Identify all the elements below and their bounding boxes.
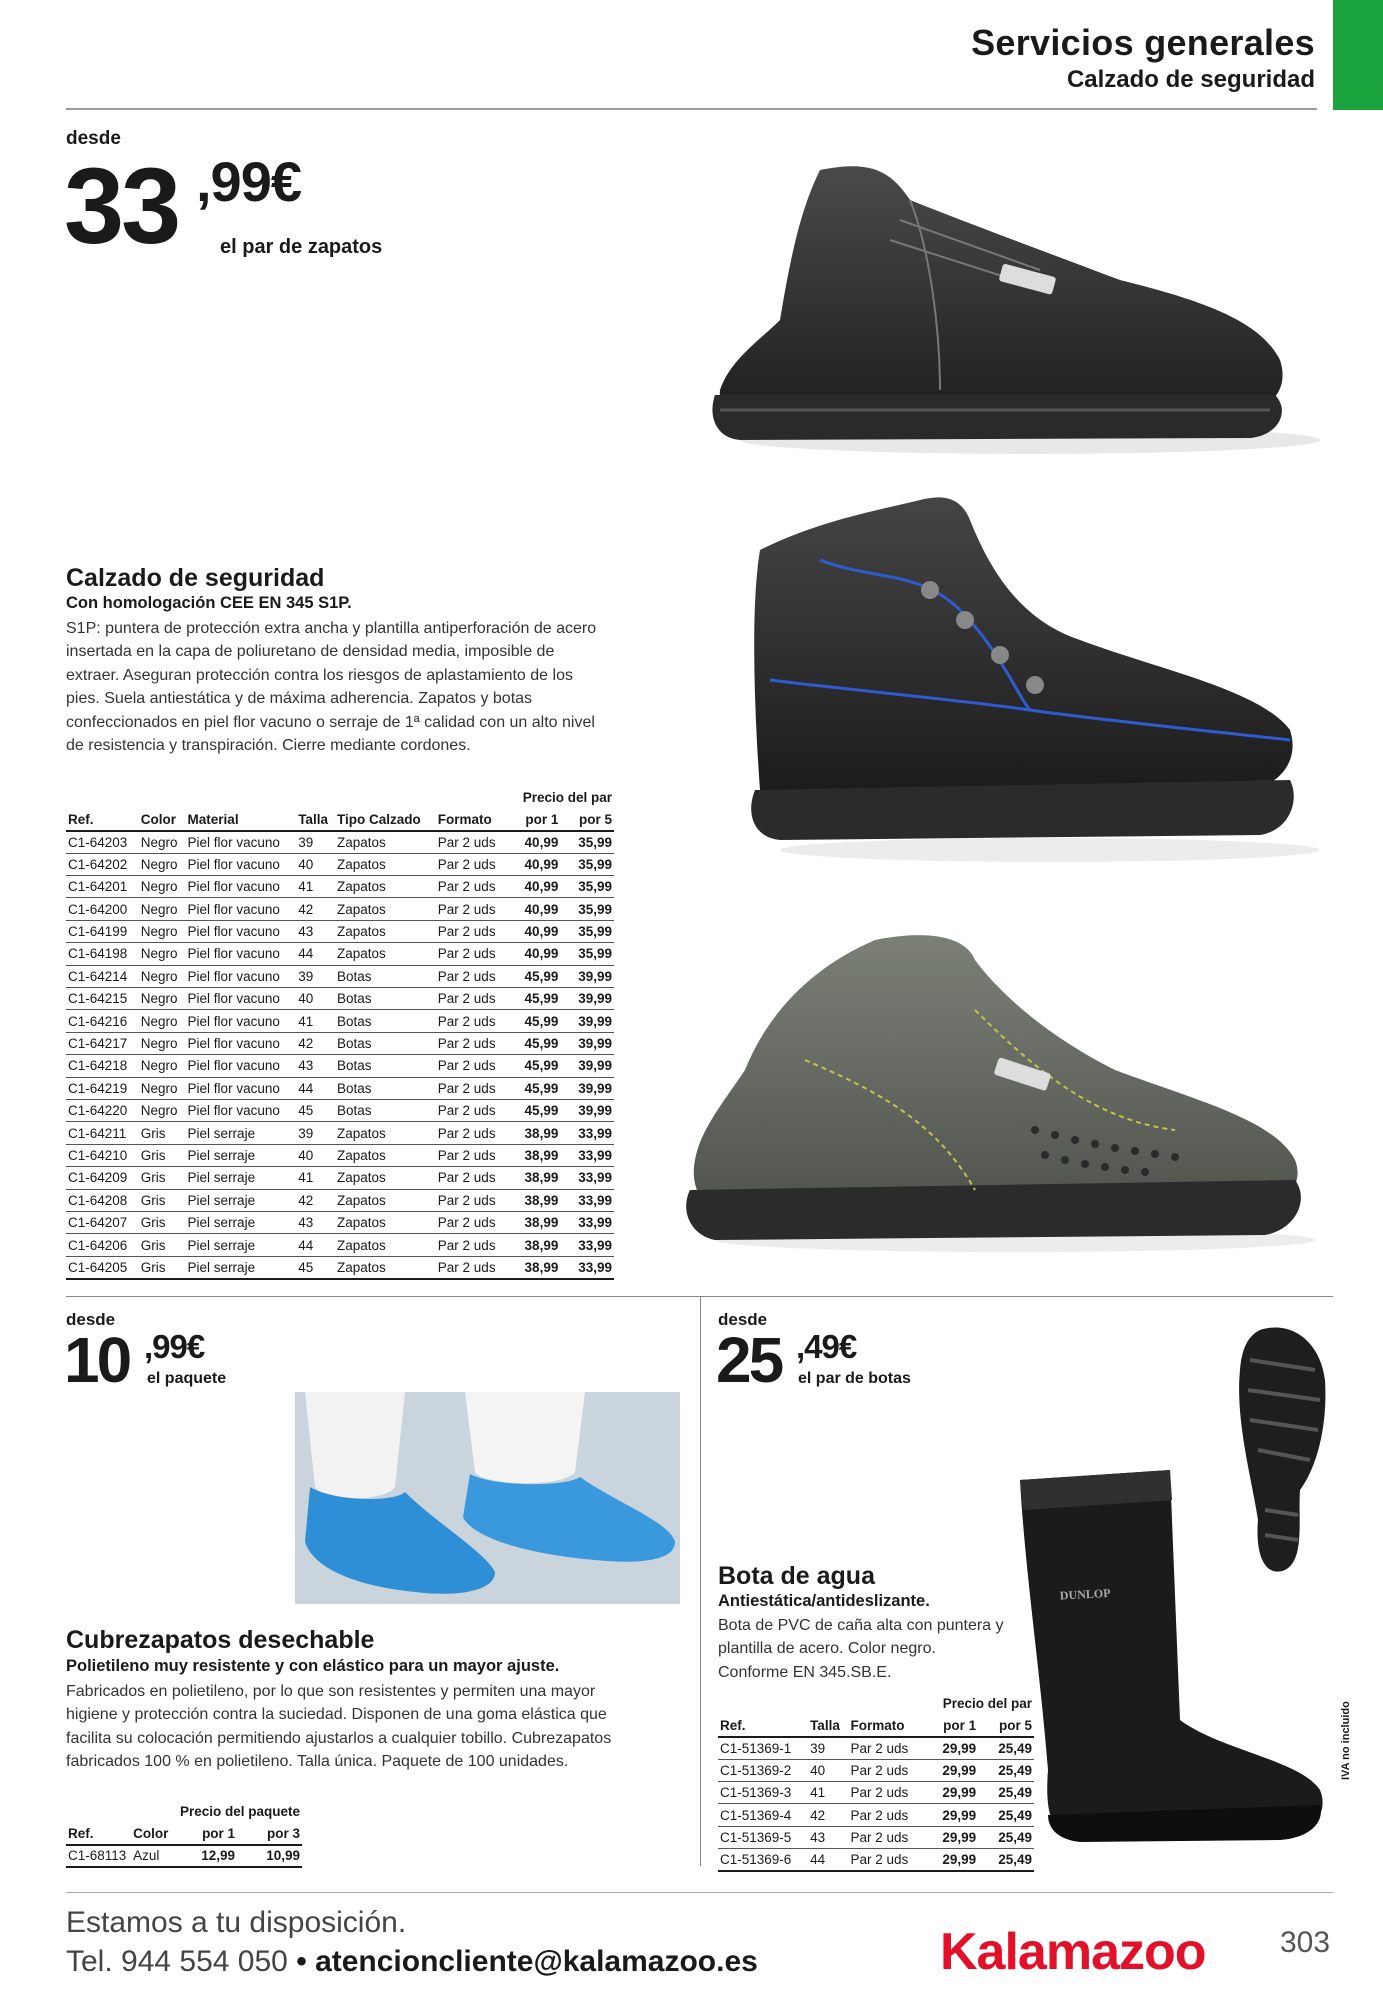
column-header: Talla [296, 808, 335, 830]
table-cell: 44 [296, 1234, 335, 1256]
table-cell: C1-68113 [66, 1845, 131, 1867]
table-cell: Par 2 uds [436, 1144, 507, 1166]
footer-phone-email [66, 1945, 758, 1979]
table-cell: Zapatos [335, 1122, 436, 1144]
table-cell: Par 2 uds [436, 965, 507, 987]
table-cell: 25,49 [978, 1826, 1034, 1848]
table-row [66, 1032, 614, 1054]
boot-brand-label: DUNLOP [1059, 1585, 1111, 1603]
rubber-boot-image [1020, 1470, 1330, 1850]
section-subtitle: Calzado de seguridad [1066, 66, 1315, 93]
table-cell: Piel flor vacuno [186, 943, 297, 965]
column-header: Material [186, 808, 297, 830]
table-cell: Zapatos [335, 898, 436, 920]
column-header: Formato [436, 808, 507, 830]
table-cell: Botas [335, 1099, 436, 1121]
table-cell: 39,99 [560, 1055, 614, 1077]
footer-email-link[interactable]: atencioncliente@kalamazoo.es [315, 1945, 758, 1978]
table-row [66, 1234, 614, 1256]
table-cell: Piel serraje [186, 1189, 297, 1211]
shoe-cover-title: Cubrezapatos desechable [66, 1626, 375, 1654]
table-cell: 25,49 [978, 1849, 1034, 1871]
table-row [66, 831, 614, 853]
table-row [66, 1144, 614, 1166]
table-cell: 29,99 [922, 1804, 978, 1826]
safety-footwear-title: Calzado de seguridad [66, 564, 325, 592]
table-cell: Zapatos [335, 1144, 436, 1166]
table-cell: Botas [335, 1077, 436, 1099]
table-cell: Par 2 uds [436, 920, 507, 942]
table-cell: 40,99 [507, 898, 561, 920]
table-cell: 39 [296, 965, 335, 987]
table-cell: 38,99 [507, 1167, 561, 1189]
column-header: Ref. [66, 808, 139, 830]
table-cell: Azul [131, 1845, 172, 1867]
table-cell: 44 [296, 943, 335, 965]
table-cell: 41 [296, 876, 335, 898]
table-cell: Par 2 uds [436, 876, 507, 898]
table-cell: Negro [139, 920, 186, 942]
table-cell: Piel flor vacuno [186, 853, 297, 875]
table-cell: C1-64200 [66, 898, 139, 920]
table-cell: Zapatos [335, 1234, 436, 1256]
table-cell: C1-64207 [66, 1211, 139, 1233]
table-cell: C1-64215 [66, 988, 139, 1010]
column-header: Formato [848, 1714, 922, 1736]
table-cell: Par 2 uds [848, 1804, 922, 1826]
table-row [66, 1055, 614, 1077]
price-unit: el par de zapatos [220, 236, 383, 258]
rubber-boot-subtitle: Antiestática/antideslizante. [718, 1592, 930, 1610]
black-safety-shoe-image [700, 160, 1320, 460]
table-cell: 40,99 [507, 943, 561, 965]
table-cell: Piel serraje [186, 1234, 297, 1256]
table-cell: 45,99 [507, 1010, 561, 1032]
table-cell: 25,49 [978, 1737, 1034, 1759]
table-cell: Negro [139, 898, 186, 920]
table-cell: 12,99 [172, 1845, 237, 1867]
table-cell: Zapatos [335, 853, 436, 875]
kalamazoo-logo: Kalamazoo [940, 1923, 1206, 1981]
table-cell: 40,99 [507, 876, 561, 898]
price-unit: el par de botas [798, 1370, 911, 1387]
table-cell: 42 [808, 1804, 848, 1826]
table-cell: 25,49 [978, 1782, 1034, 1804]
table-cell: Zapatos [335, 920, 436, 942]
table-cell: Negro [139, 853, 186, 875]
table-row [66, 1099, 614, 1121]
table-cell: C1-64201 [66, 876, 139, 898]
table-cell: 33,99 [560, 1211, 614, 1233]
table-cell: 33,99 [560, 1122, 614, 1144]
black-safety-boot-image [700, 490, 1320, 870]
table-cell: 33,99 [560, 1144, 614, 1166]
table-cell: Zapatos [335, 943, 436, 965]
table-cell: Negro [139, 1010, 186, 1032]
table-cell: 45,99 [507, 1077, 561, 1099]
table-cell: C1-64220 [66, 1099, 139, 1121]
table-cell: Par 2 uds [848, 1826, 922, 1848]
table-cell: Botas [335, 1055, 436, 1077]
table-cell: Par 2 uds [848, 1737, 922, 1759]
table-cell: Negro [139, 943, 186, 965]
table-cell: Negro [139, 1077, 186, 1099]
table-row [66, 988, 614, 1010]
safety-footwear-price-table [66, 786, 614, 1280]
table-cell: 40,99 [507, 853, 561, 875]
table-cell: 38,99 [507, 1234, 561, 1256]
table-cell: C1-64214 [66, 965, 139, 987]
column-header: por 1 [507, 808, 561, 830]
table-cell: 45,99 [507, 1032, 561, 1054]
table-cell: Par 2 uds [436, 1211, 507, 1233]
table-cell: Par 2 uds [436, 831, 507, 853]
table-cell: 39 [296, 1122, 335, 1144]
table-row [66, 876, 614, 898]
table-cell: C1-64211 [66, 1122, 139, 1144]
table-cell: C1-64216 [66, 1010, 139, 1032]
price-from-label: desde [66, 1310, 116, 1329]
table-cell: Piel serraje [186, 1144, 297, 1166]
table-cell: 33,99 [560, 1167, 614, 1189]
table-cell: C1-64203 [66, 831, 139, 853]
table-row [718, 1782, 1034, 1804]
price-decimal: ,99€ [144, 1328, 205, 1365]
table-row [718, 1804, 1034, 1826]
table-cell: C1-51369-5 [718, 1826, 808, 1848]
table-cell: 40,99 [507, 831, 561, 853]
table-cell: Zapatos [335, 831, 436, 853]
table-cell: Zapatos [335, 1189, 436, 1211]
table-cell: 39,99 [560, 965, 614, 987]
table-cell: C1-64199 [66, 920, 139, 942]
table-cell: 29,99 [922, 1759, 978, 1781]
price-from-label: desde [718, 1310, 768, 1329]
price-unit: el paquete [147, 1370, 227, 1387]
table-cell: 43 [296, 1211, 335, 1233]
table-cell: 43 [808, 1826, 848, 1848]
table-cell: 35,99 [560, 898, 614, 920]
table-row [66, 943, 614, 965]
table-cell: C1-64219 [66, 1077, 139, 1099]
table-row [66, 965, 614, 987]
table-cell: C1-64202 [66, 853, 139, 875]
table-cell: 33,99 [560, 1189, 614, 1211]
column-header: Color [139, 808, 186, 830]
table-cell: C1-51369-6 [718, 1849, 808, 1871]
table-cell: Par 2 uds [436, 1256, 507, 1278]
table-cell: 38,99 [507, 1122, 561, 1144]
vat-note: IVA no incluido [1340, 1701, 1352, 1780]
table-cell: Negro [139, 965, 186, 987]
section-color-tab [1333, 0, 1383, 110]
table-cell: Negro [139, 1055, 186, 1077]
table-row [718, 1759, 1034, 1781]
column-header: por 5 [560, 808, 614, 830]
table-cell: Par 2 uds [436, 1099, 507, 1121]
table-cell: Gris [139, 1211, 186, 1233]
table-row [718, 1826, 1034, 1848]
section-title: Servicios generales [971, 22, 1315, 63]
table-cell: 39,99 [560, 1099, 614, 1121]
table-cell: 44 [808, 1849, 848, 1871]
table-cell: 40 [808, 1759, 848, 1781]
table-cell: Par 2 uds [436, 988, 507, 1010]
column-divider [700, 1296, 701, 1866]
table-cell: Botas [335, 965, 436, 987]
column-header: por 1 [922, 1714, 978, 1736]
table-row [66, 1122, 614, 1144]
table-row [66, 1010, 614, 1032]
table-cell: 44 [296, 1077, 335, 1099]
table-cell: 40 [296, 1144, 335, 1166]
table-cell: 38,99 [507, 1189, 561, 1211]
table-cell: Gris [139, 1144, 186, 1166]
table-cell: Piel flor vacuno [186, 1032, 297, 1054]
table-cell: Zapatos [335, 1167, 436, 1189]
table-cell: C1-51369-3 [718, 1782, 808, 1804]
table-cell: Piel flor vacuno [186, 876, 297, 898]
table-row [66, 1167, 614, 1189]
table-row [66, 1256, 614, 1278]
table-cell: C1-64198 [66, 943, 139, 965]
table-cell: 39,99 [560, 1032, 614, 1054]
table-cell: 35,99 [560, 943, 614, 965]
table-cell: Par 2 uds [848, 1849, 922, 1871]
column-header: por 1 [172, 1822, 237, 1844]
shoe-covers-image [295, 1392, 680, 1604]
table-cell: Gris [139, 1122, 186, 1144]
table-cell: Piel flor vacuno [186, 831, 297, 853]
table-cell: 42 [296, 1189, 335, 1211]
table-cell: Par 2 uds [436, 853, 507, 875]
table-cell: Negro [139, 1032, 186, 1054]
price-from-label: desde [66, 128, 121, 149]
table-cell: 35,99 [560, 831, 614, 853]
table-cell: C1-51369-2 [718, 1759, 808, 1781]
price-group-label: Precio del paquete [179, 1803, 300, 1819]
table-cell: Par 2 uds [848, 1759, 922, 1781]
grey-safety-shoe-image [675, 930, 1320, 1260]
table-cell: Zapatos [335, 876, 436, 898]
table-cell: 25,49 [978, 1759, 1034, 1781]
table-cell: 45,99 [507, 1055, 561, 1077]
table-cell: 39 [296, 831, 335, 853]
table-cell: Negro [139, 1099, 186, 1121]
column-header: Talla [808, 1714, 848, 1736]
table-cell: 38,99 [507, 1256, 561, 1278]
table-cell: Par 2 uds [436, 1189, 507, 1211]
table-cell: 33,99 [560, 1256, 614, 1278]
table-row [718, 1849, 1034, 1871]
table-cell: Piel serraje [186, 1256, 297, 1278]
table-cell: Gris [139, 1234, 186, 1256]
table-cell: 10,99 [237, 1845, 302, 1867]
rubber-boot-description: Bota de PVC de caña alta con puntera y plantilla de acero. Color negro. Conforme EN 345.SB.E. [718, 1617, 1004, 1681]
table-cell: Piel serraje [186, 1122, 297, 1144]
table-cell: 38,99 [507, 1211, 561, 1233]
table-cell: Botas [335, 1010, 436, 1032]
table-cell: 29,99 [922, 1826, 978, 1848]
table-cell: C1-64208 [66, 1189, 139, 1211]
footer-contact-line: Estamos a tu disposición. [66, 1906, 407, 1939]
table-cell: 39,99 [560, 1010, 614, 1032]
safety-footwear-subtitle: Con homologación CEE EN 345 S1P. [66, 594, 352, 612]
table-cell: Par 2 uds [436, 1077, 507, 1099]
table-cell: 43 [296, 920, 335, 942]
footer-phone: Tel. 944 554 050 [66, 1945, 288, 1978]
price-decimal: ,99€ [196, 150, 301, 213]
table-cell: Botas [335, 988, 436, 1010]
table-cell: 35,99 [560, 876, 614, 898]
price-decimal: ,49€ [796, 1328, 857, 1365]
column-header: Ref. [66, 1822, 131, 1844]
table-cell: Botas [335, 1032, 436, 1054]
table-cell: 41 [808, 1782, 848, 1804]
table-cell: C1-51369-1 [718, 1737, 808, 1759]
column-header: Ref. [718, 1714, 808, 1736]
table-cell: 45,99 [507, 965, 561, 987]
table-cell: C1-64205 [66, 1256, 139, 1278]
table-cell: Negro [139, 831, 186, 853]
table-row [66, 1211, 614, 1233]
price-group-label: Precio del par [522, 789, 612, 805]
table-cell: Par 2 uds [848, 1782, 922, 1804]
price-group-label: Precio del par [942, 1695, 1032, 1711]
table-cell: 45,99 [507, 1099, 561, 1121]
price-integer: 25 [716, 1324, 782, 1396]
table-cell: C1-64206 [66, 1234, 139, 1256]
price-integer: 33 [64, 145, 179, 266]
table-cell: Piel flor vacuno [186, 965, 297, 987]
column-header: Color [131, 1822, 172, 1844]
table-cell: Piel flor vacuno [186, 1099, 297, 1121]
table-row [66, 1189, 614, 1211]
table-cell: 45 [296, 1099, 335, 1121]
rubber-boot-price-table [718, 1692, 1034, 1872]
table-cell: Piel serraje [186, 1211, 297, 1233]
table-cell: C1-64217 [66, 1032, 139, 1054]
table-row [66, 920, 614, 942]
table-cell: Zapatos [335, 1211, 436, 1233]
table-cell: Piel flor vacuno [186, 898, 297, 920]
table-cell: 41 [296, 1167, 335, 1189]
safety-footwear-description: S1P: puntera de protección extra ancha y plantilla antiperforación de acero insertada en la capa de poliuretano de densidad media, imposible de extraer. Aseguran protección contra los riesgos de aplastamiento de los pies. Suela antiestática y de máxima adherencia. Zapatos y botas confeccionados en piel flor vacuno o serraje de 1ª calidad con un alto nivel de resistencia y transpiración. Cierre mediante cordones. [66, 620, 597, 755]
table-row [66, 1077, 614, 1099]
table-cell: 39,99 [560, 988, 614, 1010]
table-row [66, 853, 614, 875]
table-cell: 29,99 [922, 1849, 978, 1871]
table-cell: 41 [296, 1010, 335, 1032]
table-cell: 33,99 [560, 1234, 614, 1256]
table-cell: 35,99 [560, 920, 614, 942]
shoe-cover-price-table [66, 1800, 302, 1868]
table-cell: Par 2 uds [436, 1122, 507, 1144]
table-cell: C1-64210 [66, 1144, 139, 1166]
header-divider [66, 108, 1317, 110]
table-cell: 40,99 [507, 920, 561, 942]
table-cell: Piel flor vacuno [186, 988, 297, 1010]
table-cell: 29,99 [922, 1737, 978, 1759]
table-cell: Negro [139, 876, 186, 898]
table-cell: 43 [296, 1055, 335, 1077]
table-row [66, 898, 614, 920]
table-cell: 35,99 [560, 853, 614, 875]
table-cell: 40 [296, 853, 335, 875]
table-cell: 45,99 [507, 988, 561, 1010]
table-cell: C1-51369-4 [718, 1804, 808, 1826]
table-cell: 38,99 [507, 1144, 561, 1166]
table-cell: 40 [296, 988, 335, 1010]
table-cell: Zapatos [335, 1256, 436, 1278]
table-cell: Par 2 uds [436, 1032, 507, 1054]
shoe-cover-subtitle: Polietileno muy resistente y con elástico para un mayor ajuste. [66, 1657, 560, 1675]
column-header: por 3 [237, 1822, 302, 1844]
table-cell: Par 2 uds [436, 1167, 507, 1189]
table-row [66, 1845, 302, 1867]
table-row [718, 1737, 1034, 1759]
column-header: Tipo Calzado [335, 808, 436, 830]
rubber-boot-title: Bota de agua [718, 1562, 875, 1590]
table-cell: C1-64218 [66, 1055, 139, 1077]
table-cell: Piel flor vacuno [186, 1010, 297, 1032]
table-cell: 25,49 [978, 1804, 1034, 1826]
table-cell: C1-64209 [66, 1167, 139, 1189]
table-cell: 29,99 [922, 1782, 978, 1804]
table-cell: Gris [139, 1256, 186, 1278]
table-cell: 42 [296, 898, 335, 920]
column-header: por 5 [978, 1714, 1034, 1736]
table-cell: Piel serraje [186, 1167, 297, 1189]
table-cell: Par 2 uds [436, 943, 507, 965]
table-cell: Par 2 uds [436, 1234, 507, 1256]
table-cell: Par 2 uds [436, 898, 507, 920]
table-cell: Par 2 uds [436, 1055, 507, 1077]
table-cell: 39 [808, 1737, 848, 1759]
page-number: 303 [1280, 1926, 1331, 1959]
shoe-cover-description: Fabricados en polietileno, por lo que son resistentes y permiten una mayor higiene y protección contra la suciedad. Disponen de una goma elástica que facilita su colocación permitiendo ajustarlos a cualquier tobillo. Cubrezapatos fabricados 100 % en polietileno. Talla única. Paquete de 100 unidades. [66, 1683, 612, 1771]
footer-divider [66, 1892, 1333, 1893]
table-cell: 45 [296, 1256, 335, 1278]
table-cell: Negro [139, 988, 186, 1010]
footer-bullet: • [296, 1945, 307, 1978]
price-integer: 10 [64, 1324, 130, 1396]
table-cell: Gris [139, 1167, 186, 1189]
table-cell: Piel flor vacuno [186, 920, 297, 942]
table-cell: Piel flor vacuno [186, 1077, 297, 1099]
table-cell: Par 2 uds [436, 1010, 507, 1032]
table-cell: 42 [296, 1032, 335, 1054]
table-cell: Gris [139, 1189, 186, 1211]
table-cell: 39,99 [560, 1077, 614, 1099]
table-cell: Piel flor vacuno [186, 1055, 297, 1077]
